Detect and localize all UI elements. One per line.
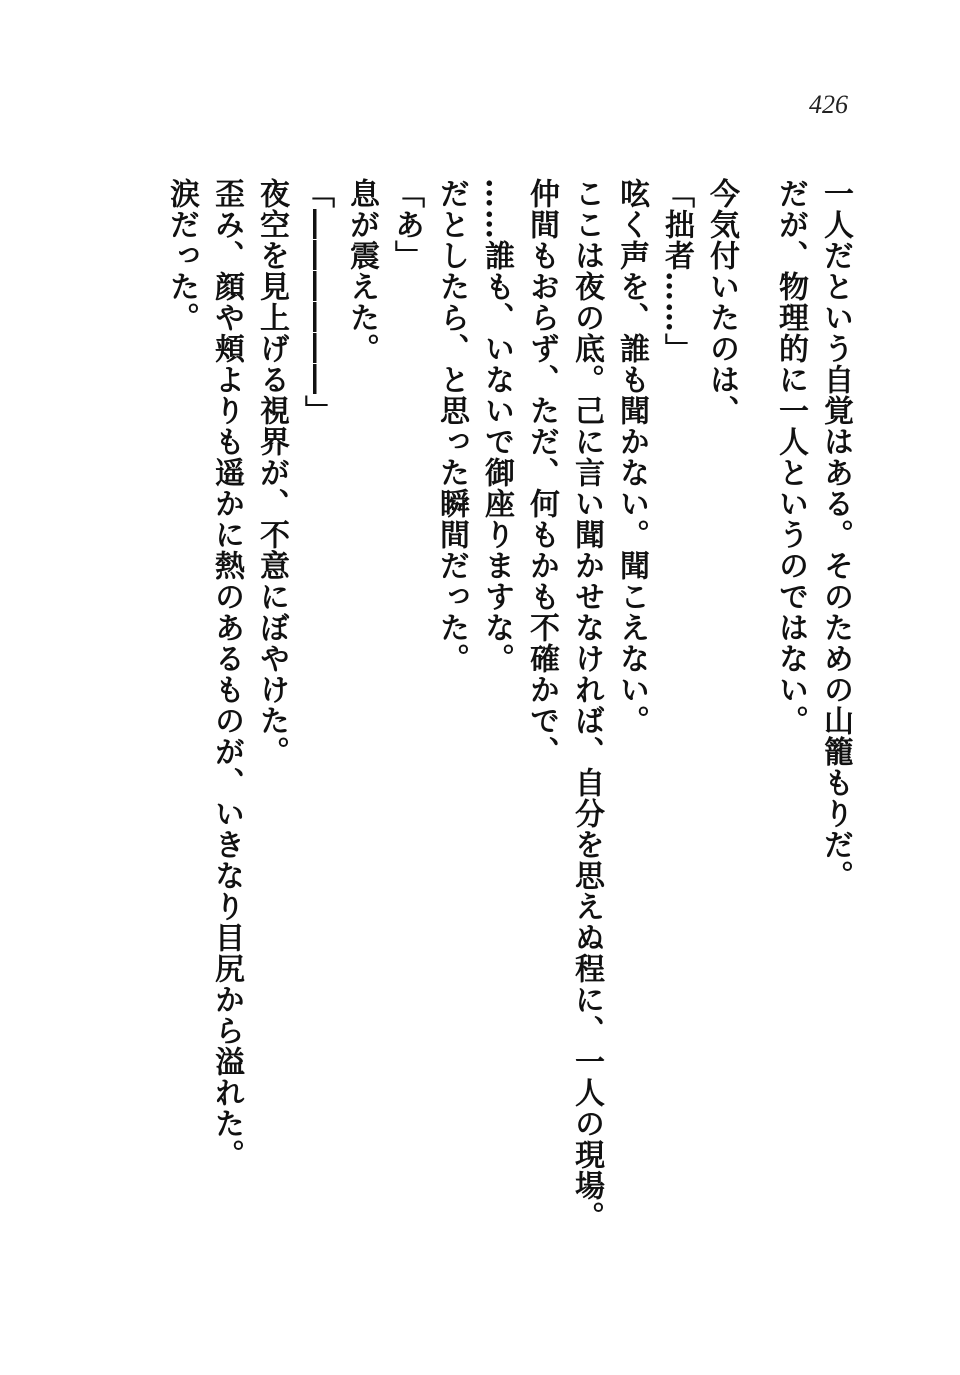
text-line: 涙だった。 — [164, 178, 199, 333]
body-text — [159, 178, 858, 1232]
text-line: 「拙者……」 — [659, 178, 694, 364]
text-line: 仲間もおらず、ただ、何もかも不確かで、 — [524, 178, 559, 767]
text-line: だとしたら、と思った瞬間だった。 — [434, 178, 469, 674]
text-line: 夜空を見上げる視界が、不意にぼやけた。 — [254, 178, 289, 767]
text-line: ここは夜の底。己に言い聞かせなければ、自分を思えぬ程に、一人の現場。 — [569, 178, 604, 1232]
text-line: 今気付いたのは、 — [704, 178, 739, 426]
text-line: 呟く声を、誰も聞かない。聞こえない。 — [614, 178, 649, 736]
text-line: 「あ」 — [389, 178, 424, 271]
text-line: 息が震えた。 — [344, 178, 379, 364]
line-gap — [744, 178, 768, 1098]
text-line: 一人だという自覚はある。そのための山籠もりだ。 — [818, 178, 853, 891]
text-line: 歪み、顔や頬よりも遥かに熱のあるものが、いきなり目尻から溢れた。 — [209, 178, 244, 1170]
text-line: 「――――――」 — [299, 178, 334, 426]
text-line: だが、物理的に一人というのではない。 — [773, 178, 808, 736]
text-line: ……誰も、いないで御座りますな。 — [479, 178, 514, 674]
page-number: 426 — [809, 90, 848, 119]
